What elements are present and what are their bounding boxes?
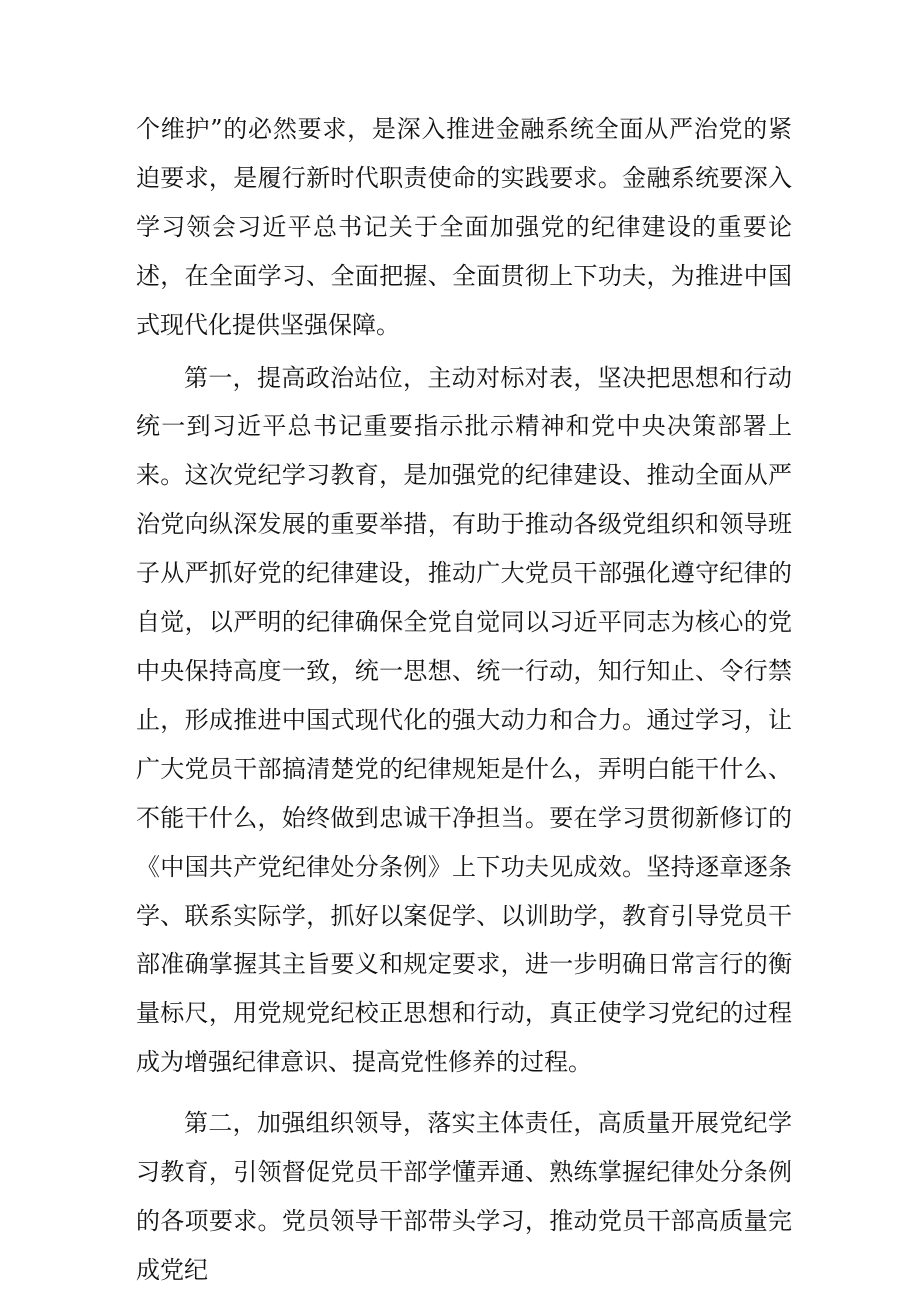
paragraph-1: 个维护”的必然要求，是深入推进金融系统全面从严治党的紧迫要求，是履行新时代职责使命的实践要求。金融系统要深入学习领会习近平总书记关于全面加强党的纪律建设的重要论述，在全面学习、全面把握、全面贯彻上下功夫，为推进中国式现代化提供坚强保障。 (136, 115, 792, 339)
paragraph-spacer (136, 1087, 792, 1099)
paragraph-2: 第一，提高政治站位，主动对标对表，坚决把思想和行动统一到习近平总书记重要指示批示精神和党中央决策部署上来。这次党纪学习教育，是加强党的纪律建设、推动全面从严治党向纵深发展的重要举措，有助于推动各级党组织和领导班子从严抓好党的纪律建设，推动广大党员干部强化遵守纪律的自觉，以严明的纪律确保全党自觉同以习近平同志为核心的党中央保持高度一致，统一思想、统一行动，知行知止、令行禁止，形成推进中国式现代化的强大动力和合力。通过学习，让广大党员干部搞清楚党的纪律规矩是什么，弄明白能干什么、不能干什么，始终做到忠诚干净担当。要在学习贯彻新修订的《中国共产党纪律处分条例》上下功夫见成效。坚持逐章逐条学、联系实际学，抓好以案促学、以训助学，教育引导党员干部准确掌握其主旨要义和规定要求，进一步明确日常言行的衡量标尺，用党规党纪校正思想和行动，真正使学习党纪的过程成为增强纪律意识、提高党性修养的过程。 (136, 363, 792, 1077)
document-body (136, 105, 792, 1295)
paragraph-3: 第二，加强组织领导，落实主体责任，高质量开展党纪学习教育，引领督促党员干部学懂弄通、熟练掌握纪律处分条例的各项要求。党员领导干部带头学习，推动党员干部高质量完成党纪 (136, 1109, 792, 1284)
